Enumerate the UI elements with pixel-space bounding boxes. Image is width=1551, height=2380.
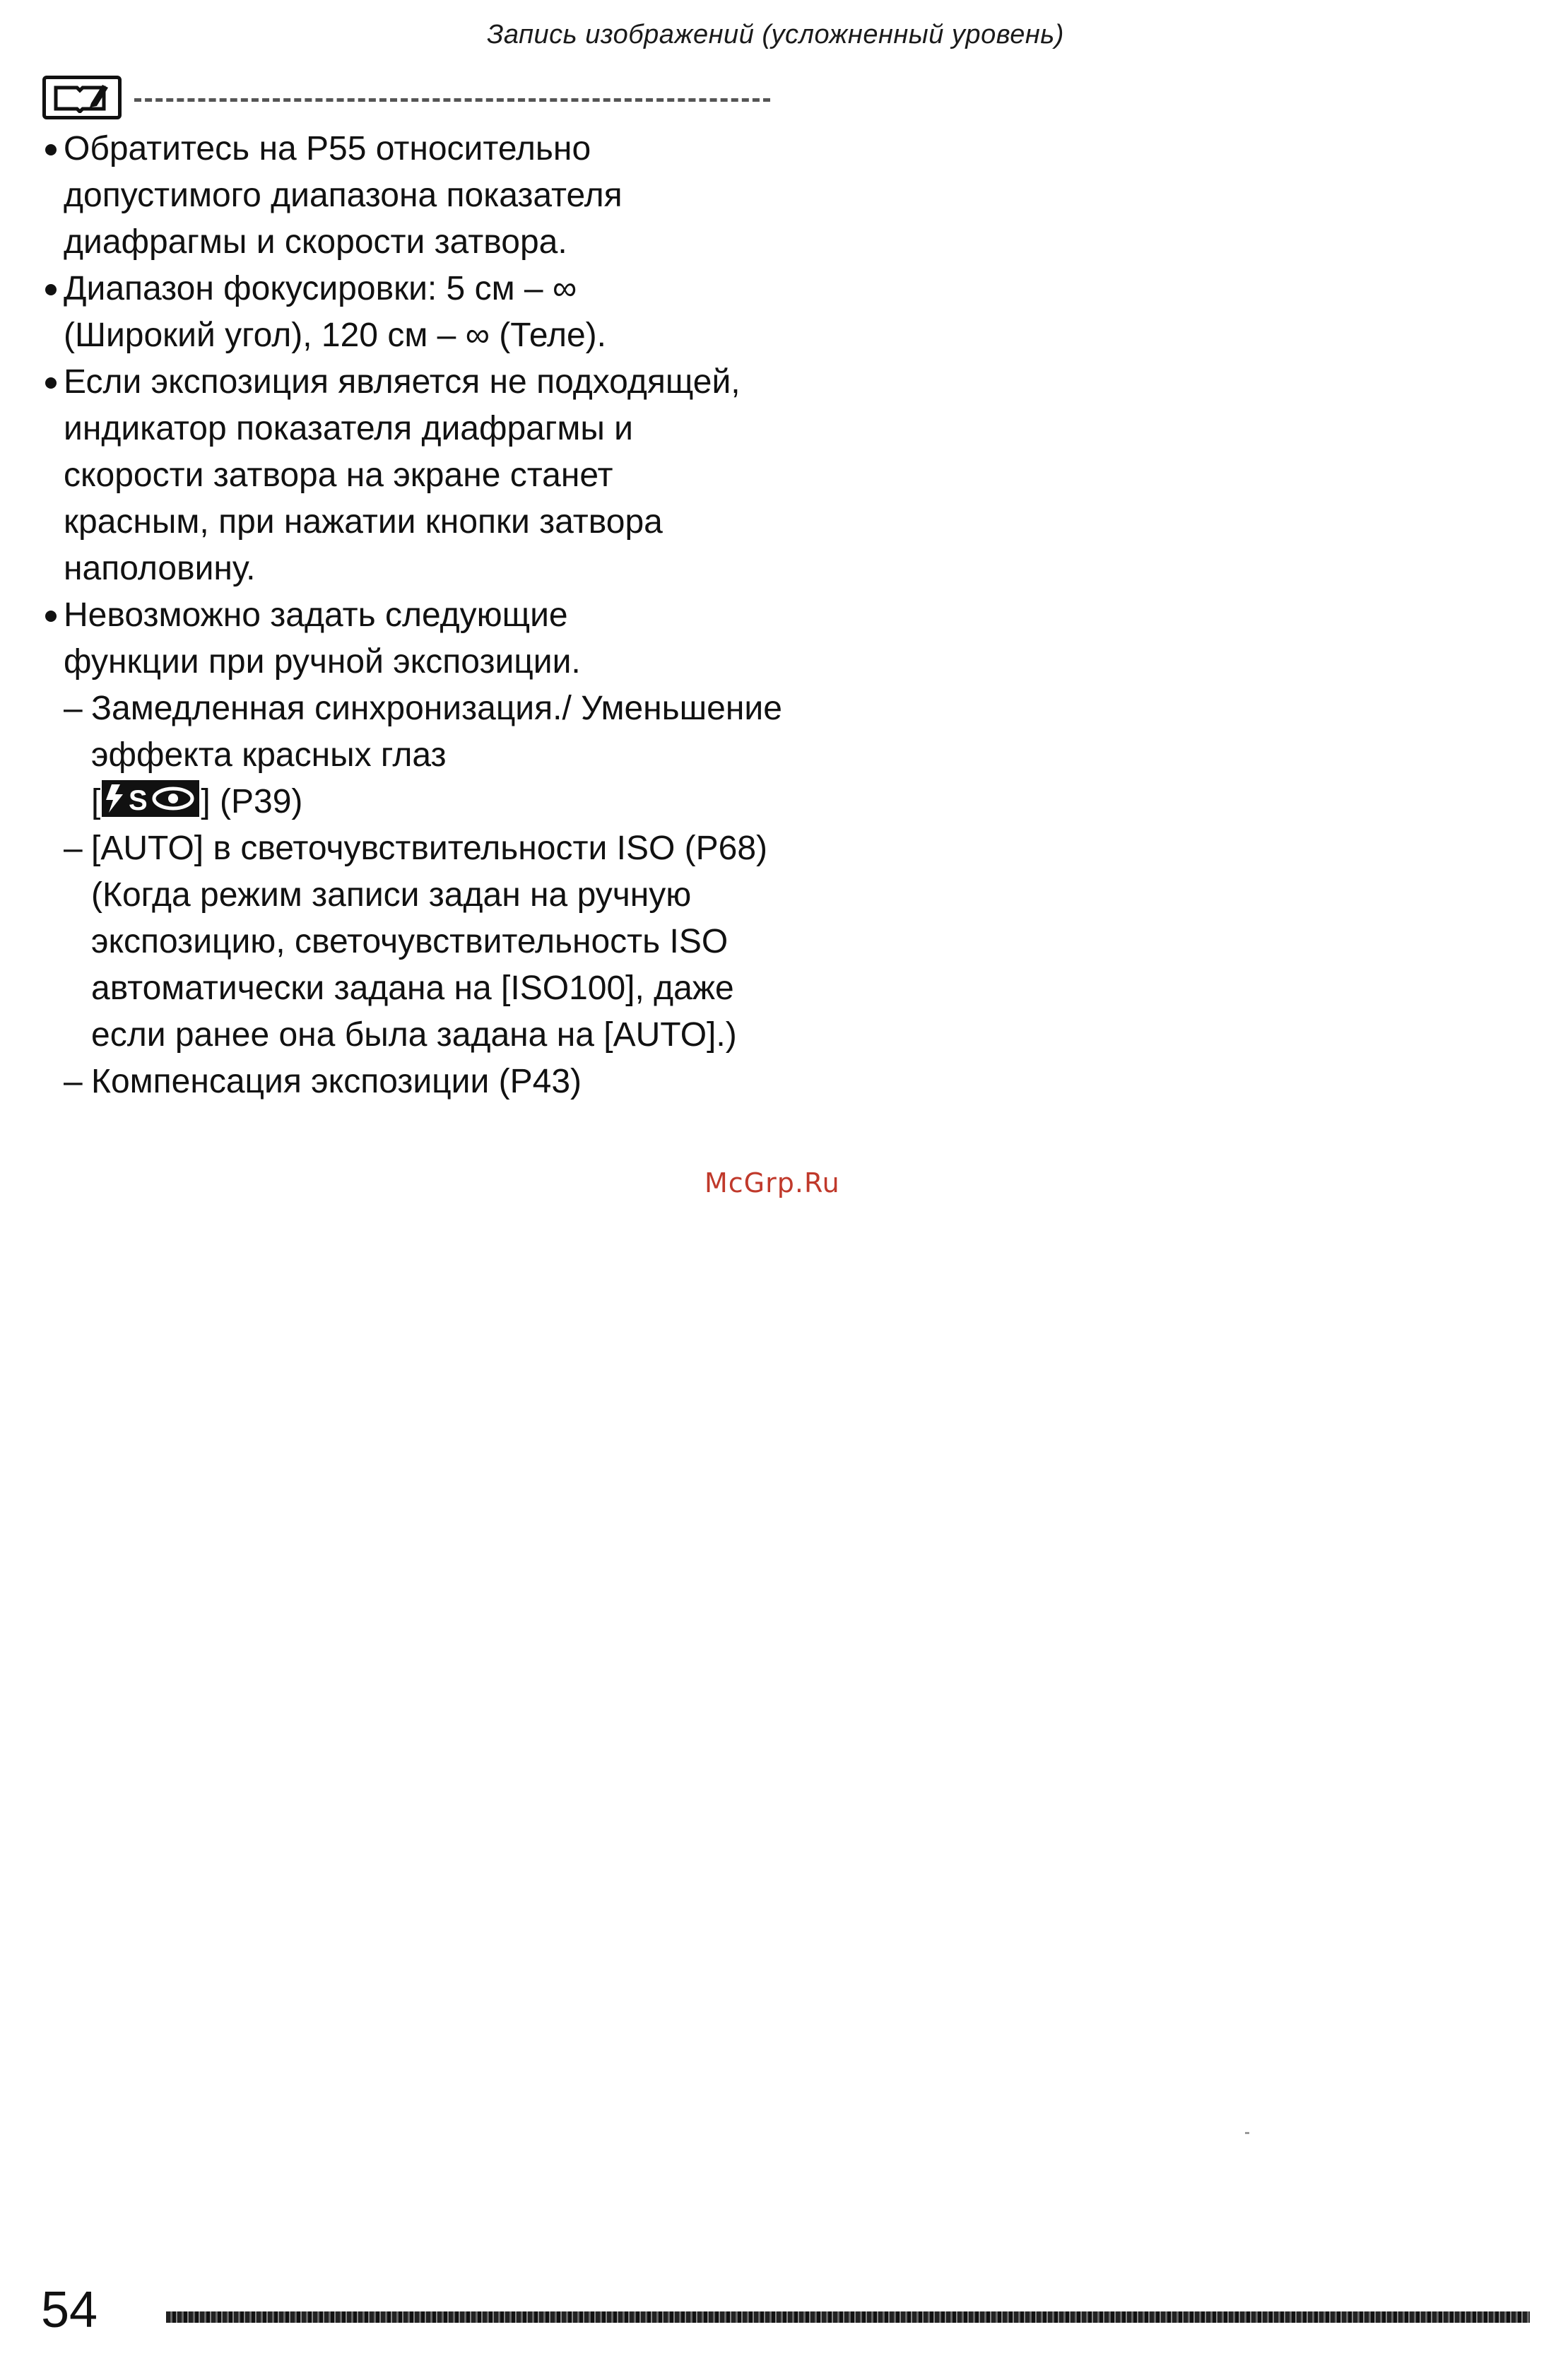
sub-text: Замедленная синхронизация./ Уменьшение эффекта красных глаз [91, 690, 782, 774]
notes-list [44, 126, 821, 1105]
note-text: Обратитесь на P55 относительно допустимого диапазона показателя диафрагмы и скорости затвора. [64, 130, 623, 261]
note-item [44, 266, 821, 359]
watermark: McGrp.Ru [704, 1167, 840, 1198]
sub-dash: – [64, 830, 83, 867]
dashed-rule [134, 98, 770, 102]
note-text-line: (Широкий угол), 120 см – ∞ (Теле). [64, 317, 606, 354]
sub-dash: – [64, 1063, 83, 1100]
sub-item [44, 1059, 821, 1105]
bracket-close: ] [201, 783, 211, 820]
sub-text: Компенсация экспозиции (P43) [91, 1063, 582, 1100]
footer-bar [166, 2311, 1530, 2323]
note-item [44, 359, 742, 592]
page-reference: (P39) [220, 783, 303, 820]
sub-text: [AUTO] в светочувствительности ISO (P68) (Когда режим записи задан на ручную экспозицию, светочувствительность ISO автоматически задана на [ISO100], даже если ранее она была задана на [AUTO].) [91, 830, 768, 1054]
svg-text:S: S [129, 785, 148, 816]
note-text: Невозможно задать следующие функции при ручной экспозиции. [64, 596, 581, 681]
note-text: Если экспозиция является не подходящей, индикатор показателя диафрагмы и скорости затвора на экране станет красным, при нажатии кнопки затвора наполовину. [64, 363, 741, 587]
sub-item [44, 685, 798, 825]
note-text-line: Диапазон фокусировки: 5 см – ∞ [64, 270, 577, 307]
note-icon [42, 76, 122, 119]
sub-dash: – [64, 690, 83, 727]
page-number: 54 [41, 2282, 98, 2338]
slow-sync-red-eye-flash-icon [102, 780, 199, 817]
note-item [44, 126, 714, 266]
note-item [44, 592, 692, 685]
scan-speck [1245, 2132, 1249, 2134]
note-divider [42, 73, 770, 122]
page-header: Запись изображений (усложненный уровень) [487, 20, 1064, 49]
bracket-open: [ [91, 783, 101, 820]
sub-item [44, 825, 798, 1059]
